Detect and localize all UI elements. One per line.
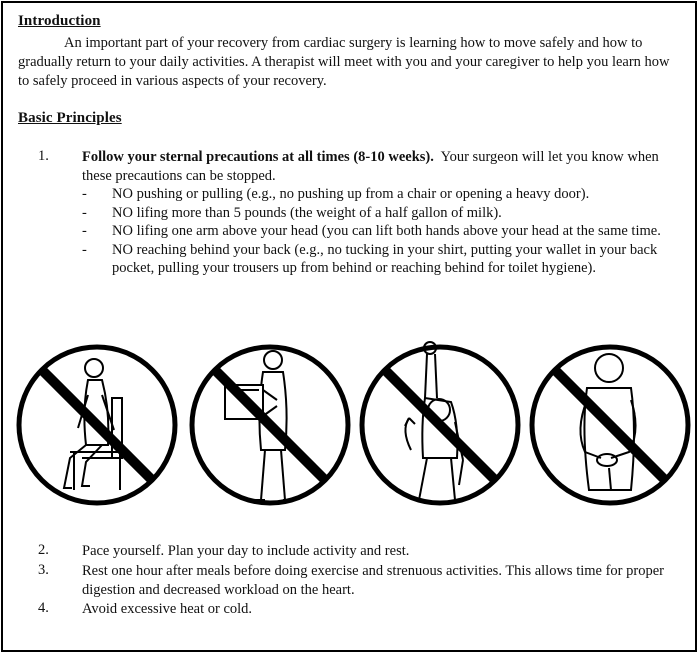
precaution-bullet: - NO reaching behind your back (e.g., no tucking in your shirt, putting your wallet in your back pocket, pulling your trousers up from behind or reaching behind for toilet hygiene). (82, 241, 658, 276)
item-number: 2. (38, 542, 49, 558)
item-number: 3. (38, 562, 49, 578)
precaution-bullet: - NO pushing or pulling (e.g., no pushing up from a chair or opening a heavy door). (82, 186, 590, 202)
introduction-heading: Introduction (18, 13, 101, 29)
bullet-dash: - (82, 241, 87, 258)
principle-item-1 (82, 148, 672, 185)
no-lifting-heavy-box-icon (185, 340, 355, 510)
no-lifting-one-arm-overhead-icon (355, 340, 525, 510)
principle-item-4: Avoid excessive heat or cold. (82, 601, 253, 617)
principle-item-1-text: Your surgeon will let you know when these precautions can be stopped. (82, 149, 659, 184)
item-number: 4. (38, 600, 49, 616)
bullet-dash: - (82, 186, 87, 202)
no-reaching-behind-back-icon (525, 340, 695, 510)
precaution-illustrations (10, 340, 690, 510)
bullet-dash: - (82, 204, 87, 221)
precautions-list (82, 185, 672, 278)
precaution-bullet: - NO lifing one arm above your head (you can lift both hands above your head at the same time. (82, 223, 661, 239)
no-pushing-up-from-chair-icon (12, 340, 182, 510)
principle-item-3: Rest one hour after meals before doing exercise and strenuous activities. This allows time for proper digestion and decreased workload on the heart. (82, 563, 664, 598)
bullet-dash: - (82, 223, 87, 239)
basic-principles-heading: Basic Principles (18, 110, 122, 126)
principle-item-2: Pace yourself. Plan your day to include activity and rest. (82, 543, 410, 559)
introduction-paragraph: An important part of your recovery from cardiac surgery is learning how to move safely and how to gradually return to your daily activities. A therapist will meet with you and your caregiver to help you learn how to safely proceed in various aspects of your recovery. (18, 35, 670, 89)
item-number: 1. (38, 148, 49, 164)
precaution-bullet: - NO lifing more than 5 pounds (the weight of a half gallon of milk). (82, 204, 502, 221)
principle-item-1-bold: Follow your sternal precautions at all times (8-10 weeks). (82, 149, 434, 165)
